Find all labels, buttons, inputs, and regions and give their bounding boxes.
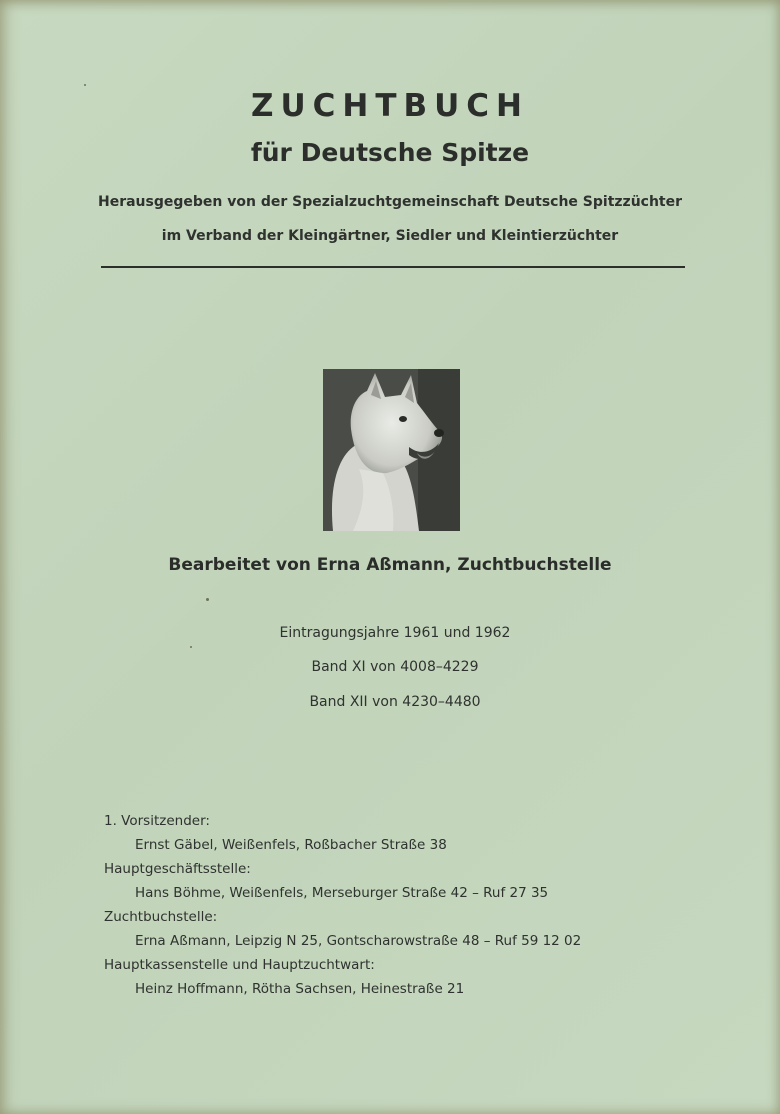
registration-years: Eintragungsjahre 1961 und 1962	[279, 625, 511, 641]
contact-detail: Ernst Gäbel, Weißenfels, Roßbacher Straße 38	[135, 837, 447, 853]
dog-illustration	[323, 369, 460, 531]
contact-entry	[104, 953, 704, 1001]
volume-xi: Band XI von 4008–4229	[311, 659, 479, 675]
horizontal-rule	[101, 266, 685, 268]
paper-speck	[206, 598, 209, 601]
contact-role: 1. Vorsitzender:	[104, 813, 210, 829]
contact-detail: Heinz Hoffmann, Rötha Sachsen, Heinestraße 21	[135, 981, 465, 997]
contact-entry	[104, 809, 704, 857]
contact-role: Hauptkassenstelle und Hauptzuchtwart:	[104, 957, 375, 973]
spitz-dog-photo	[323, 369, 460, 531]
contact-detail: Erna Aßmann, Leipzig N 25, Gontscharowstraße 48 – Ruf 59 12 02	[135, 933, 582, 949]
editor-credit: Bearbeitet von Erna Aßmann, Zuchtbuchstelle	[168, 555, 612, 575]
publisher-line-2: im Verband der Kleingärtner, Siedler und Kleintierzüchter	[161, 228, 619, 244]
contact-entry	[104, 905, 704, 953]
contact-role: Zuchtbuchstelle:	[104, 909, 218, 925]
cover-title: ZUCHTBUCH	[251, 88, 529, 124]
cover-subtitle: für Deutsche Spitze	[250, 138, 530, 167]
contact-entry	[104, 857, 704, 905]
paper-speck	[84, 84, 86, 86]
volume-xii: Band XII von 4230–4480	[309, 694, 481, 710]
contact-detail: Hans Böhme, Weißenfels, Merseburger Straße 42 – Ruf 27 35	[135, 885, 549, 901]
publisher-line-1: Herausgegeben von der Spezialzuchtgemeinschaft Deutsche Spitzzüchter	[97, 194, 683, 210]
paper-speck	[190, 646, 192, 648]
contact-role: Hauptgeschäftsstelle:	[104, 861, 251, 877]
contacts-list	[104, 809, 704, 1001]
